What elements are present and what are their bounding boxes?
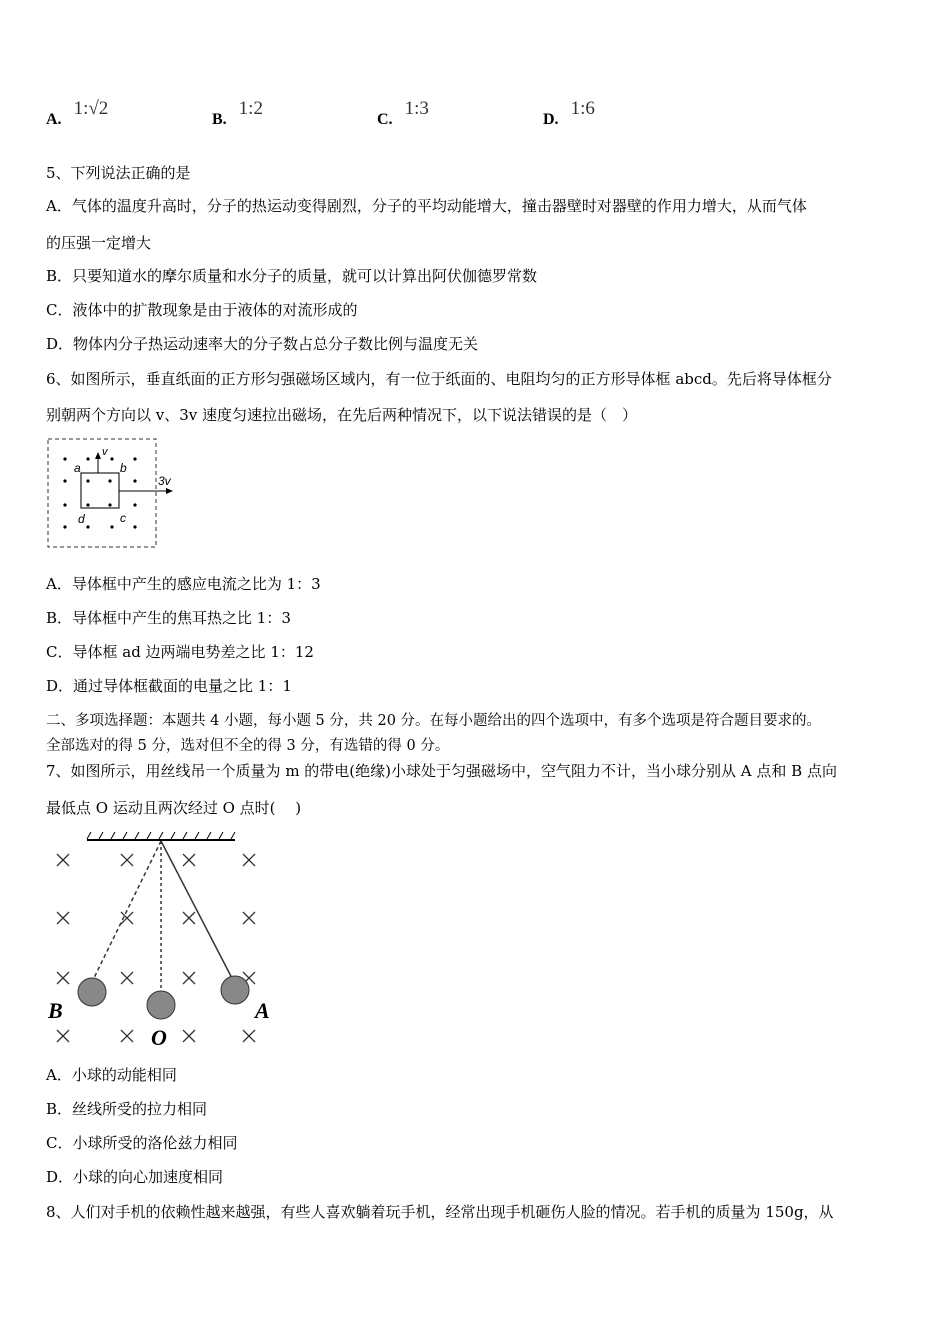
label-O: O (151, 1025, 167, 1050)
q8-stem: 8、人们对手机的依赖性越来越强，有些人喜欢躺着玩手机，经常出现手机砸伤人脸的情况。若手机的质量为 150g，从 (46, 1203, 834, 1221)
q6-option-c: C．导体框 ad 边两端电势差之比 1：12 (46, 643, 314, 661)
q5-option-b: B．只要知道水的摩尔质量和水分子的质量，就可以计算出阿伏伽德罗常数 (46, 267, 538, 285)
q5-option-a-cont: 的压强一定增大 (46, 234, 152, 252)
q6-figure (40, 435, 190, 555)
q4-option-d: D.1:6 (543, 98, 595, 128)
q7-option-c: C．小球所受的洛伦兹力相同 (46, 1134, 238, 1152)
label-d: d (78, 512, 85, 526)
q7-option-d: D．小球的向心加速度相同 (46, 1168, 224, 1186)
label-c: c (120, 511, 126, 525)
q7-option-b: B．丝线所受的拉力相同 (46, 1100, 208, 1118)
q7-option-a: A．小球的动能相同 (46, 1066, 177, 1084)
q5-option-c: C．液体中的扩散现象是由于液体的对流形成的 (46, 301, 358, 319)
q6-option-d: D．通过导体框截面的电量之比 1：1 (46, 677, 292, 695)
q7-figure (45, 832, 285, 1052)
q6-option-b: B．导体框中产生的焦耳热之比 1：3 (46, 609, 291, 627)
section2-heading-cont: 全部选对的得 5 分，选对但不全的得 3 分，有选错的得 0 分。 (46, 738, 450, 754)
q6-stem-cont: 别朝两个方向以 v、3v 速度匀速拉出磁场，在先后两种情况下，以下说法错误的是（ ） (46, 406, 638, 424)
label-B: B (48, 998, 63, 1023)
q4-option-a: A.1:√2 (46, 98, 109, 128)
section2-heading: 二、多项选择题：本题共 4 小题，每小题 5 分，共 20 分。在每小题给出的四个选项中，有多个选项是符合题目要求的。 (46, 713, 822, 729)
label-A: A (255, 998, 270, 1023)
q4-option-c: C.1:3 (377, 98, 429, 128)
q5-option-d: D．物体内分子热运动速率大的分子数占总分子数比例与温度无关 (46, 335, 479, 353)
q6-stem: 6、如图所示，垂直纸面的正方形匀强磁场区域内，有一位于纸面的、电阻均匀的正方形导体框 abcd。先后将导体框分 (46, 370, 832, 388)
label-3v: 3v (158, 474, 171, 488)
label-v: v (102, 446, 108, 458)
q5-stem: 5、下列说法正确的是 (46, 164, 191, 182)
q4-option-b: B.1:2 (212, 98, 263, 128)
q5-option-a: A．气体的温度升高时，分子的热运动变得剧烈，分子的平均动能增大，撞击器壁时对器壁的作用力增大，从而气体 (46, 197, 807, 215)
label-b: b (120, 461, 127, 475)
label-a: a (74, 461, 81, 475)
q6-option-a: A．导体框中产生的感应电流之比为 1：3 (46, 575, 321, 593)
q7-stem: 7、如图所示，用丝线吊一个质量为 m 的带电(绝缘)小球处于匀强磁场中，空气阻力不计，当小球分别从 A 点和 B 点向 (46, 762, 837, 780)
q7-stem-cont: 最低点 O 运动且两次经过 O 点时( ) (46, 799, 302, 817)
